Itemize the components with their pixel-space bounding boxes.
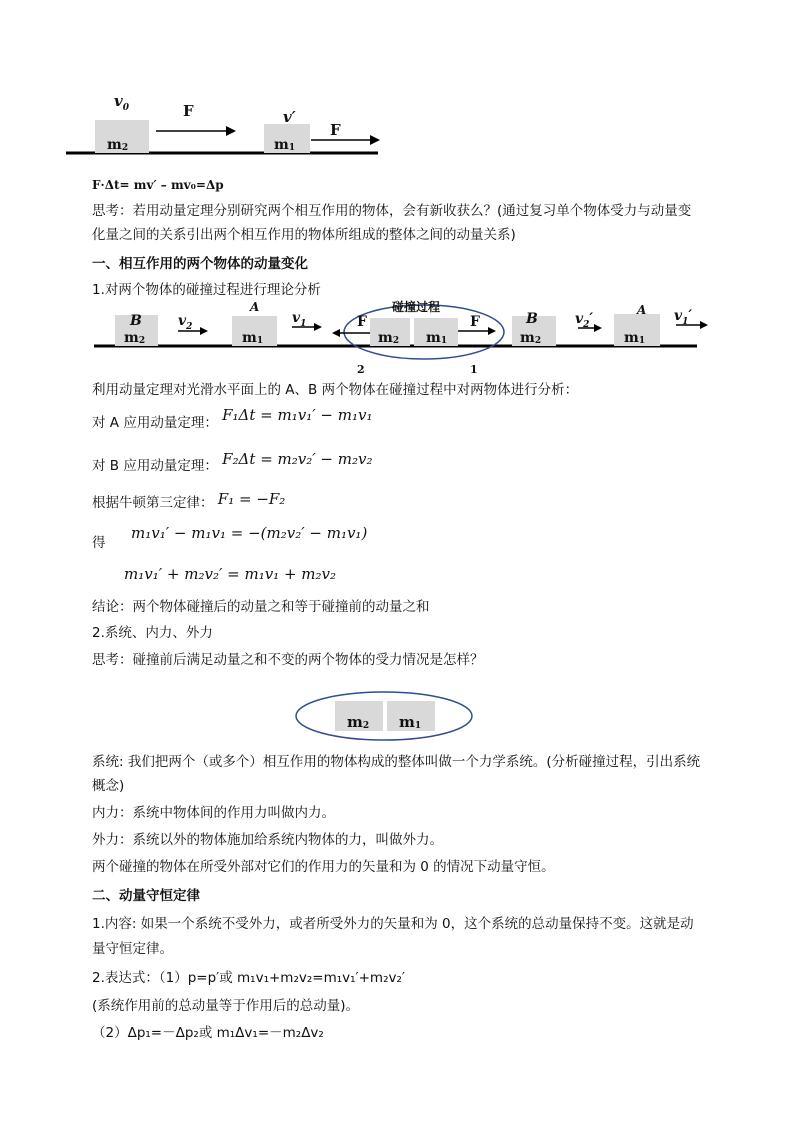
newton-equation: F₁ = −F₂ [217, 490, 286, 508]
derived-equation-1: m₁v₁′ − m₁v₁ = −(m₂v₂′ − m₁v₁) [131, 524, 368, 542]
v1-letter: v [292, 310, 301, 326]
block-m1-collision-label: m [426, 330, 441, 346]
v2p-letter: v [575, 311, 584, 327]
derived-equation-2: m₁v₁′ + m₂v₂′ = m₁v₁ + m₂v₂ [124, 565, 337, 583]
v1p-sub: 1 [682, 316, 689, 327]
force-right-sub: 1 [470, 363, 478, 376]
system-block-m1 [387, 701, 435, 731]
item-1-title: 1.对两个物体的碰撞过程进行理论分析 [92, 282, 321, 298]
block-b-label: m [124, 330, 139, 346]
conclusion: 结论：两个物体碰撞后的动量之和等于碰撞前的动量之和 [92, 599, 430, 615]
system-m2-sub: 2 [362, 721, 370, 731]
v2-sub: 2 [186, 321, 193, 332]
system-definition: 系统: 我们把两个（或多个）相互作用的物体构成的整体叫做一个力学系统。(分析碰撞过程，引出系统概念) [92, 754, 701, 794]
law-content: 1.内容: 如果一个系统不受外力，或者所受外力的矢量和为 0，这个系统的总动量保持不变。这就是动量守恒定律。 [92, 916, 694, 957]
b-label-after: B [526, 311, 538, 327]
block-m1-collision-sub: 1 [440, 336, 448, 346]
think-paragraph-2: 思考：碰撞前后满足动量之和不变的两个物体的受力情况是怎样？ [92, 652, 484, 668]
think-paragraph-1: 思考：若用动量定理分别研究两个相互作用的物体，会有新收获么？(通过复习单个物体受力与动量变化量之间的关系引出两个相互作用的物体所组成的整体之间的动量关系) [92, 203, 692, 243]
expression-note: (系统作用前的总动量等于作用后的总动量)。 [92, 998, 360, 1014]
block-a-label: m [242, 330, 257, 346]
block-m2-collision-sub: 2 [392, 336, 400, 346]
conservation-note: 两个碰撞的物体在所受外部对它们的作用力的矢量和为 0 的情况下动量守恒。 [92, 859, 555, 875]
force-label-1: F [183, 102, 194, 120]
expression-2: （2）Δp₁=－Δp₂或 m₁Δv₁=－m₂Δv₂ [92, 1025, 324, 1041]
v1-sub: 1 [300, 318, 307, 329]
b-theorem-label: 对 B 应用动量定理： [92, 458, 218, 474]
block-a-after-sub: 1 [638, 336, 646, 346]
system-block-m2 [335, 701, 383, 731]
de-label: 得 [92, 535, 106, 551]
analysis-intro: 利用动量定理对光滑水平面上的 A、B 两个物体在碰撞过程中对两物体进行分析： [92, 382, 579, 398]
v2p-prime: ′ [589, 311, 594, 327]
a-theorem-label: 对 A 应用动量定理： [92, 415, 218, 431]
impulse-equation: F·Δt= mv′ – mv₀=Δp [92, 178, 224, 192]
system-m1-label: m [399, 713, 415, 731]
system-m2-label: m [347, 713, 363, 731]
section-1-title: 一、相互作用的两个物体的动量变化 [92, 256, 308, 272]
block-m2-label: m [107, 137, 122, 153]
force-left-sub: 2 [357, 363, 365, 376]
b-theorem-equation: F₂Δt = m₂v₂′ − m₂v₂ [222, 450, 373, 468]
v1p-letter: v [674, 308, 683, 324]
block-m1-sub: 1 [288, 143, 296, 153]
block-m1-label: m [274, 137, 289, 153]
newton-label: 根据牛顿第三定律： [92, 495, 214, 511]
block-b-after-sub: 2 [534, 336, 542, 346]
block-m2-sub: 2 [121, 143, 129, 153]
force-label-2: F [330, 121, 341, 139]
block-a-sub: 1 [256, 336, 264, 346]
a-theorem-equation: F₁Δt = m₁v₁′ − m₁v₁ [222, 406, 373, 424]
a-label-after: A [637, 303, 647, 317]
expression-1: 2.表达式：（1）p=p′或 m₁v₁+m₂v₂=m₁v₁′+m₂v₂′ [92, 970, 405, 986]
v-prime-label: v′ [283, 108, 296, 126]
v2p-sub: 2 [583, 319, 590, 330]
block-b-sub: 2 [138, 336, 146, 346]
section-2-title: 二、动量守恒定律 [92, 888, 200, 904]
block-m2-collision-label: m [378, 330, 393, 346]
block-b-after-label: m [520, 330, 535, 346]
a-label-before: A [250, 300, 260, 314]
v2-letter: v [178, 313, 187, 329]
force-right-label: F [470, 314, 480, 330]
b-label-before: B [130, 313, 142, 329]
collision-process-label: 碰撞过程 [392, 300, 441, 314]
item-2-title: 2.系统、内力、外力 [92, 625, 213, 641]
block-a-after-label: m [624, 330, 639, 346]
internal-force: 内力：系统中物体间的作用力叫做内力。 [92, 805, 335, 821]
force-left-label: F [357, 314, 367, 330]
external-force: 外力：系统以外的物体施加给系统内物体的力，叫做外力。 [92, 832, 443, 848]
system-m1-sub: 1 [414, 721, 422, 731]
v0-letter: v [114, 92, 123, 110]
v1p-prime: ′ [688, 308, 693, 324]
v0-sub: 0 [122, 103, 129, 113]
